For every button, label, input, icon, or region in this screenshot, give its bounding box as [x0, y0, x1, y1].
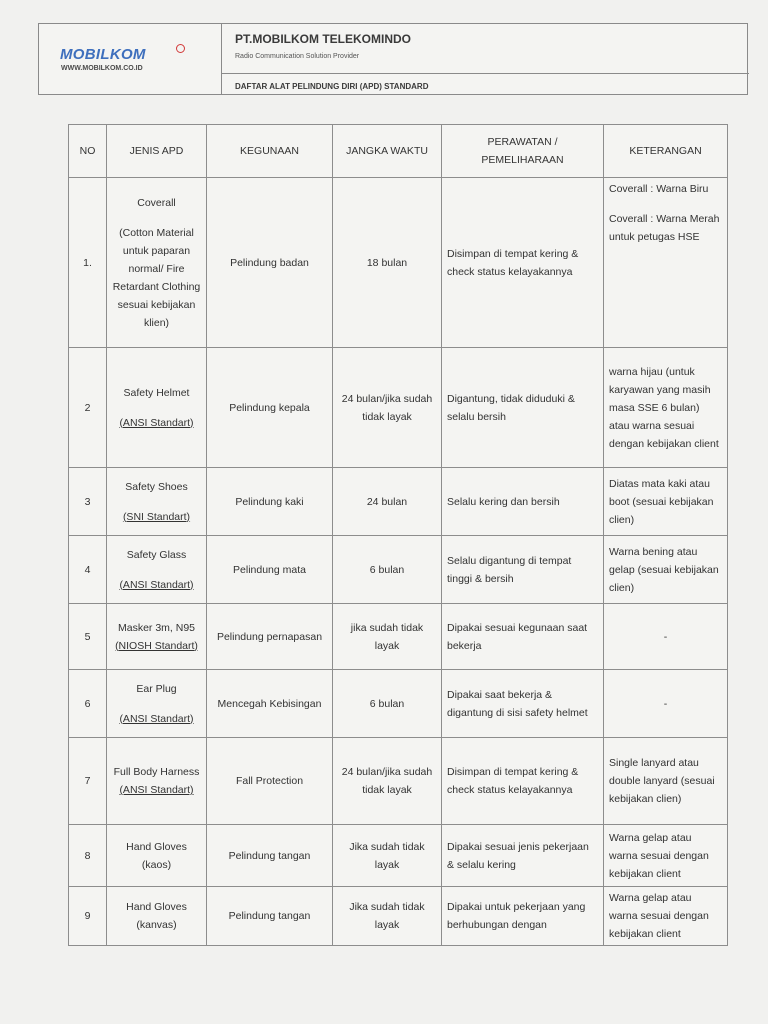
company-website: WWW.MOBILKOM.CO.ID [61, 65, 143, 72]
apd-name: Safety Glass [126, 548, 187, 561]
cell-kegunaan: Pelindung mata [207, 536, 333, 604]
cell-perawatan: Disimpan di tempat kering & check status kelayakannya [442, 738, 604, 825]
cell-kegunaan: Mencegah Kebisingan [207, 670, 333, 738]
cell-jangka: 24 bulan/jika sudah tidak layak [333, 738, 442, 825]
cell-keterangan: Warna gelap atau warna sesuai dengan kebijakan client [604, 825, 728, 887]
table-row [69, 468, 728, 536]
header-keterangan: KETERANGAN [604, 125, 728, 178]
table-row [69, 738, 728, 825]
document-header [38, 23, 748, 95]
cell-jenis: Hand Gloves (kaos) [107, 825, 207, 887]
table-header-row [69, 125, 728, 178]
cell-no: 9 [69, 887, 107, 946]
cell-jangka: jika sudah tidak layak [333, 604, 442, 670]
apd-name: Masker 3m, N95 [117, 621, 196, 634]
cell-keterangan: Single lanyard atau double lanyard (sesuai kebijakan clien) [604, 738, 728, 825]
cell-perawatan: Dipakai saat bekerja & digantung di sisi safety helmet [442, 670, 604, 738]
cell-jenis: Hand Gloves (kanvas) [107, 887, 207, 946]
apd-name: Ear Plug [136, 682, 177, 695]
apd-standard: (NIOSH Standart) [115, 639, 198, 652]
apd-name: Safety Helmet [123, 386, 190, 399]
cell-no: 4 [69, 536, 107, 604]
keterangan-line: Coverall : Warna Biru [609, 183, 709, 195]
cell-jenis [107, 536, 207, 604]
header-jenis-apd: JENIS APD [107, 125, 207, 178]
apd-standard: (Cotton Material untuk paparan normal/ Fire Retardant Clothing sesuai kebijakan klien) [112, 226, 201, 329]
cell-keterangan: Warna gelap atau warna sesuai dengan kebijakan client [604, 887, 728, 946]
cell-kegunaan: Pelindung kepala [207, 348, 333, 468]
cell-jangka: 6 bulan [333, 536, 442, 604]
keterangan-line: Coverall : Warna Merah untuk petugas HSE [609, 213, 720, 243]
logo-cell [39, 24, 222, 94]
apd-name: Safety Shoes [125, 480, 188, 493]
cell-jangka: 24 bulan [333, 468, 442, 536]
apd-standard: (ANSI Standart) [119, 578, 194, 591]
table-row [69, 604, 728, 670]
header-perawatan: PERAWATAN / PEMELIHARAAN [442, 125, 604, 178]
cell-perawatan: Selalu kering dan bersih [442, 468, 604, 536]
cell-perawatan: Dipakai untuk pekerjaan yang berhubungan dengan [442, 887, 604, 946]
company-tagline: Radio Communication Solution Provider [235, 53, 360, 60]
cell-jangka: 6 bulan [333, 670, 442, 738]
cell-kegunaan: Pelindung tangan [207, 887, 333, 946]
company-name: PT.MOBILKOM TELEKOMINDO [235, 32, 411, 46]
header-no: NO [69, 125, 107, 178]
cell-keterangan: Diatas mata kaki atau boot (sesuai kebijakan clien) [604, 468, 728, 536]
table-row [69, 536, 728, 604]
cell-perawatan: Dipakai sesuai jenis pekerjaan & selalu kering [442, 825, 604, 887]
cell-jenis [107, 670, 207, 738]
cell-no: 2 [69, 348, 107, 468]
apd-standard: (SNI Standart) [122, 510, 191, 523]
cell-kegunaan: Pelindung badan [207, 178, 333, 348]
cell-jenis [107, 178, 207, 348]
cell-perawatan: Digantung, tidak diduduki & selalu bersih [442, 348, 604, 468]
cell-no: 3 [69, 468, 107, 536]
cell-perawatan: Disimpan di tempat kering & check status kelayakannya [442, 178, 604, 348]
cell-jenis [107, 348, 207, 468]
apd-table [68, 124, 728, 946]
cell-kegunaan: Pelindung tangan [207, 825, 333, 887]
cell-keterangan: warna hijau (untuk karyawan yang masih masa SSE 6 bulan) atau warna sesuai dengan kebijakan client [604, 348, 728, 468]
apd-standard: (ANSI Standart) [119, 712, 194, 725]
cell-no: 8 [69, 825, 107, 887]
company-logo: MOBILKOM [60, 46, 146, 63]
table-row [69, 670, 728, 738]
apd-standard: (ANSI Standart) [119, 416, 194, 429]
header-divider [222, 73, 749, 74]
apd-standard: (ANSI Standart) [119, 784, 194, 796]
table-row [69, 178, 728, 348]
apd-name: Coverall [137, 196, 176, 209]
cell-keterangan [604, 178, 728, 348]
cell-kegunaan: Pelindung pernapasan [207, 604, 333, 670]
cell-perawatan: Selalu digantung di tempat tinggi & bersih [442, 536, 604, 604]
cell-no: 6 [69, 670, 107, 738]
header-kegunaan: KEGUNAAN [207, 125, 333, 178]
cell-jangka: Jika sudah tidak layak [333, 825, 442, 887]
cell-jangka: 18 bulan [333, 178, 442, 348]
apd-name: Full Body Harness [113, 766, 200, 778]
cell-no: 5 [69, 604, 107, 670]
cell-no: 7 [69, 738, 107, 825]
cell-jenis [107, 738, 207, 825]
cell-kegunaan: Fall Protection [207, 738, 333, 825]
logo-mark-icon [176, 44, 185, 53]
table-row [69, 825, 728, 887]
cell-no: 1. [69, 178, 107, 348]
header-jangka-waktu: JANGKA WAKTU [333, 125, 442, 178]
table-row [69, 887, 728, 946]
cell-jangka: Jika sudah tidak layak [333, 887, 442, 946]
cell-jenis [107, 604, 207, 670]
cell-keterangan: Warna bening atau gelap (sesuai kebijakan clien) [604, 536, 728, 604]
cell-jangka: 24 bulan/jika sudah tidak layak [333, 348, 442, 468]
cell-keterangan: - [604, 604, 728, 670]
document-title: DAFTAR ALAT PELINDUNG DIRI (APD) STANDARD [235, 82, 429, 91]
table-row [69, 348, 728, 468]
cell-jenis [107, 468, 207, 536]
cell-keterangan: - [604, 670, 728, 738]
cell-perawatan: Dipakai sesuai kegunaan saat bekerja [442, 604, 604, 670]
cell-kegunaan: Pelindung kaki [207, 468, 333, 536]
